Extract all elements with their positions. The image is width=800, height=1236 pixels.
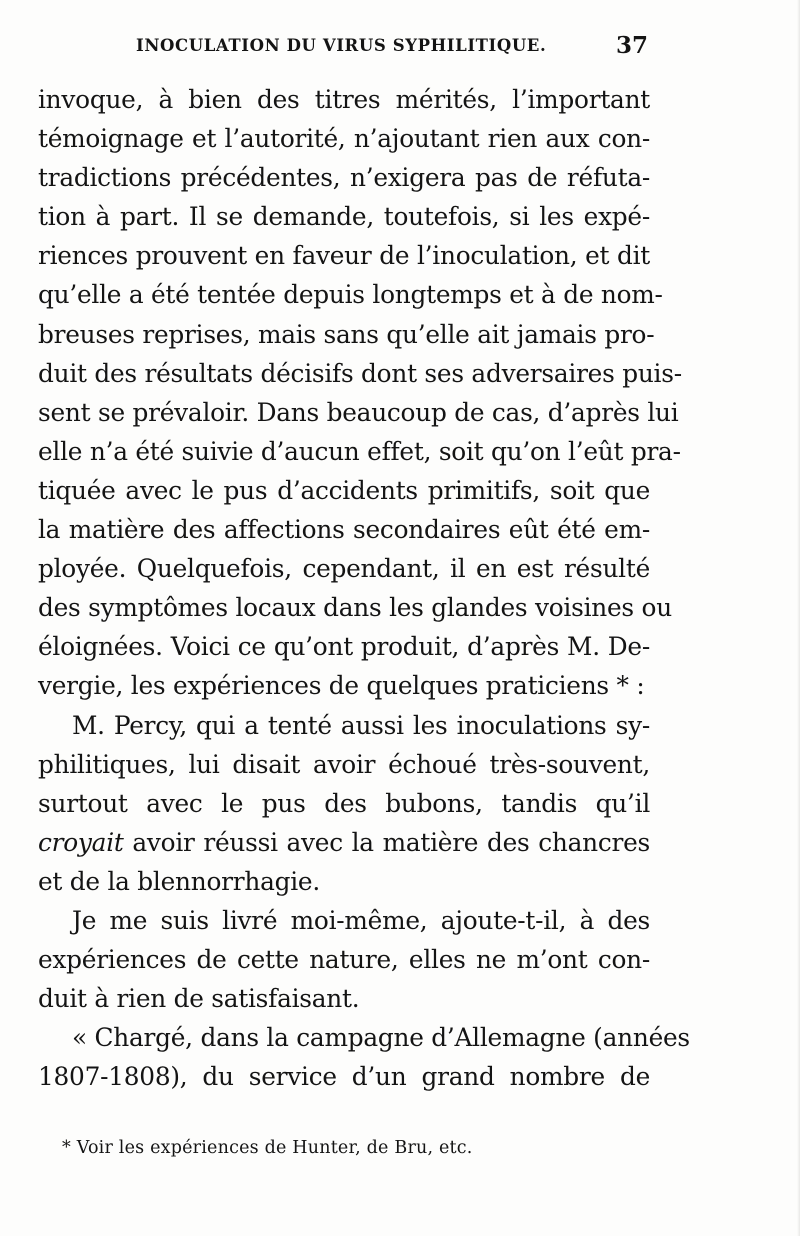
text-line: vergie, les expériences de quelques praticiens * : <box>38 671 645 701</box>
text-line: Je me suis livré moi-même, ajoute-t-il, à des <box>72 905 650 935</box>
text-line: duit des résultats décisifs dont ses adversaires puis- <box>38 358 682 388</box>
text-line: et de la blennorrhagie. <box>38 866 320 896</box>
text-line: 1807-1808), du service d’un grand nombre de <box>38 1062 650 1092</box>
page-number: 37 <box>615 32 648 59</box>
text-line: sent se prévaloir. Dans beaucoup de cas, d’après lui <box>38 397 679 427</box>
running-title: INOCULATION DU VIRUS SYPHILITIQUE. <box>136 36 547 55</box>
text-line: éloignées. Voici ce qu’ont produit, d’après M. De- <box>38 632 650 662</box>
text-line: des symptômes locaux dans les glandes voisines ou <box>38 593 672 623</box>
running-head <box>136 32 656 62</box>
text-line: tradictions précédentes, n’exigera pas de réfuta- <box>38 163 650 193</box>
text-line: riences prouvent en faveur de l’inoculation, et dit <box>38 241 650 271</box>
text-line: breuses reprises, mais sans qu’elle ait jamais pro- <box>38 319 655 349</box>
text-line-with-italic <box>38 823 650 862</box>
text-line: duit à rien de satisfaisant. <box>38 984 360 1014</box>
body-text <box>38 80 690 1096</box>
text-line: ployée. Quelquefois, cependant, il en est résulté <box>38 554 650 584</box>
text-line: elle n’a été suivie d’aucun effet, soit qu’on l’eût pra- <box>38 436 681 466</box>
text-line: qu’elle a été tentée depuis longtemps et à de nom- <box>38 280 663 310</box>
text-line: surtout avec le pus des bubons, tandis qu’il <box>38 788 650 818</box>
text-line: tion à part. Il se demande, toutefois, si les expé- <box>38 202 650 232</box>
footnote: * Voir les expériences de Hunter, de Bru, etc. <box>62 1138 473 1158</box>
text-line: tiquée avec le pus d’accidents primitifs, soit que <box>38 475 650 505</box>
text-line: témoignage et l’autorité, n’ajoutant rien aux con- <box>38 124 650 154</box>
text-line: expériences de cette nature, elles ne m’ont con- <box>38 945 650 975</box>
text-line: M. Percy, qui a tenté aussi les inoculations sy- <box>72 710 650 740</box>
text-line-rest: avoir réussi avec la matière des chancres <box>132 827 651 857</box>
text-line: invoque, à bien des titres mérités, l’important <box>38 85 650 114</box>
text-line: « Chargé, dans la campagne d’Allemagne (années <box>72 1023 690 1053</box>
text-line: la matière des affections secondaires eût été em- <box>38 515 650 545</box>
text-line: philitiques, lui disait avoir échoué très-souvent, <box>38 749 650 779</box>
italic-word: croyait <box>38 827 124 857</box>
